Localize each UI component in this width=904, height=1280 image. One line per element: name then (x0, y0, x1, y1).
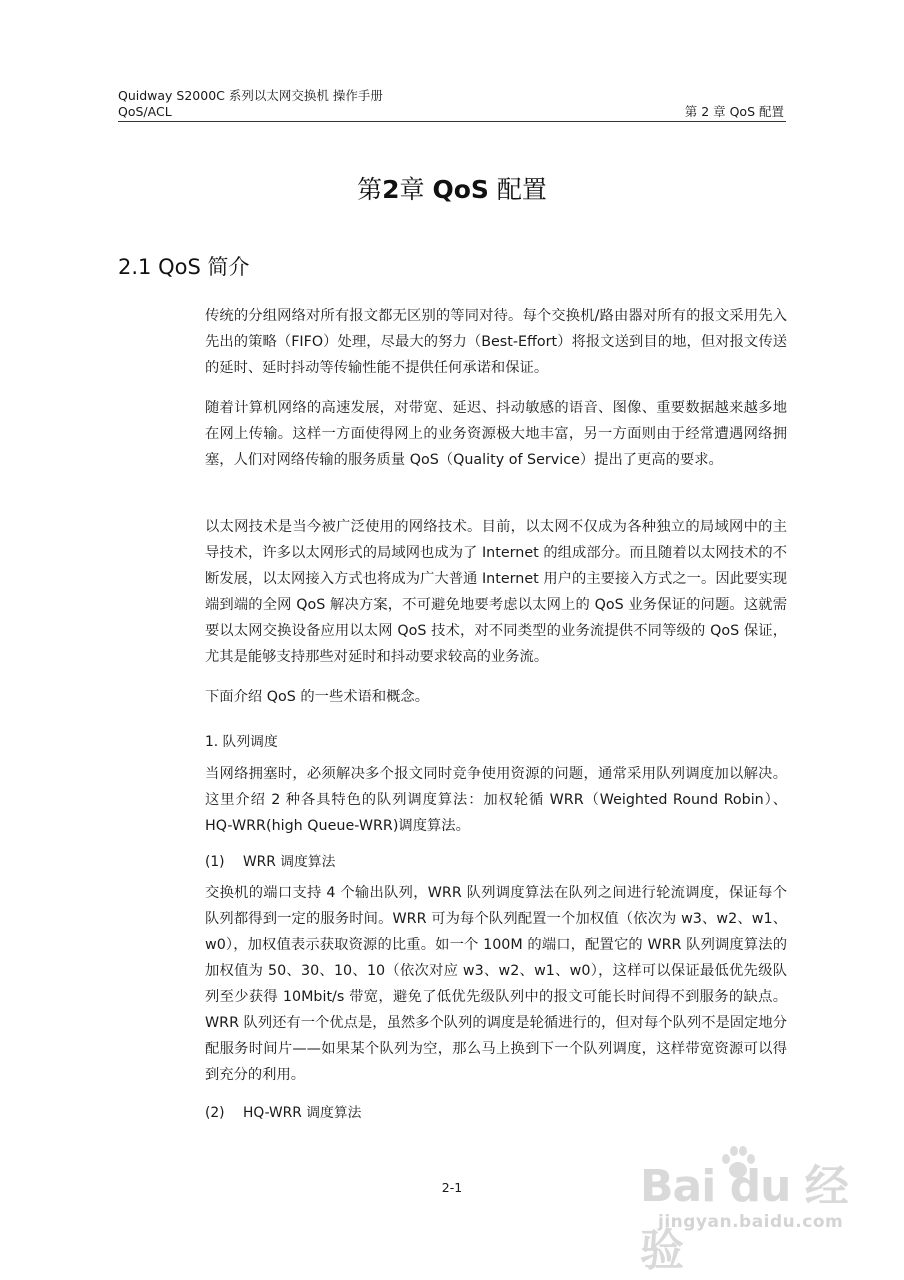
section-title: 2.1 QoS 简介 (118, 255, 250, 279)
item-number: (2) (205, 1105, 225, 1121)
paragraph-2: 随着计算机网络的高速发展，对带宽、延迟、抖动敏感的语音、图像、重要数据越来越多地在网上传输。这样一方面使得网上的业务资源极大地丰富，另一方面则由于经常遭遇网络拥塞，人们对网络传输的服务质量 QoS（Quality of Service）提出了更高的要求。 (205, 400, 787, 468)
page-header-left (118, 88, 383, 120)
item-title: HQ-WRR 调度算法 (243, 1105, 362, 1121)
chapter-reference: 第 2 章 QoS 配置 (684, 104, 784, 119)
paragraph-4: 下面介绍 QoS 的一些术语和概念。 (205, 689, 430, 705)
paragraph-5: 当网络拥塞时，必须解决多个报文同时竞争使用资源的问题，通常采用队列调度加以解决。这里介绍 2 种各具特色的队列调度算法：加权轮循 WRR（Weighted Round Robin）、HQ-WRR(high Queue-WRR)调度算法。 (205, 766, 787, 834)
watermark-url: jingyan.baidu.com (658, 1212, 844, 1232)
paragraph-3: 以太网技术是当今被广泛使用的网络技术。目前，以太网不仅成为各种独立的局域网中的主导技术，许多以太网形式的局域网也成为了 Internet 的组成部分。而且随着以太网技术的不断发展，以太网接入方式也将成为广大普通 Internet 用户的主要接入方式之一。因此要实现端到端的全网 QoS 解决方案，不可避免地要考虑以太网上的 QoS 业务保证的问题。这就需要以太网交换设备应用以太网 QoS 技术，对不同类型的业务流提供不同等级的 QoS 保证，尤其是能够支持那些对延时和抖动要求较高的业务流。 (205, 519, 787, 665)
paragraph-1: 传统的分组网络对所有报文都无区别的等同对待。每个交换机/路由器对所有的报文采用先入先出的策略（FIFO）处理，尽最大的努力（Best-Effort）将报文送到目的地，但对报文传送的延时、延时抖动等传输性能不提供任何承诺和保证。 (205, 308, 787, 376)
section-name: QoS/ACL (118, 104, 172, 119)
item-title: WRR 调度算法 (243, 854, 336, 870)
page-number: 2-1 (441, 1180, 463, 1195)
item-number: (1) (205, 854, 225, 870)
baidu-watermark (640, 1150, 860, 1276)
paragraph-6: 交换机的端口支持 4 个输出队列，WRR 队列调度算法在队列之间进行轮流调度，保证每个队列都得到一定的服务时间。WRR 可为每个队列配置一个加权值（依次为 w3、w2、w1、w0），加权值表示获取资源的比重。如一个 100M 的端口，配置它的 WRR 队列调度算法的加权值为 50、30、10、10（依次对应 w3、w2、w1、w0），这样可以保证最低优先级队列至少获得 10Mbit/s 带宽，避免了低优先级队列中的报文可能长时间得不到服务的缺点。WRR 队列还有一个优点是，虽然多个队列的调度是轮循进行的，但对每个队列不是固定地分配服务时间片——如果某个队列为空，那么马上换到下一个队列调度，这样带宽资源可以得到充分的利用。 (205, 885, 787, 1083)
watermark-brand: Bai du 经验 (640, 1161, 848, 1276)
chapter-title: 第2章 QoS 配置 (357, 175, 547, 204)
subheading-queue-scheduling: 1. 队列调度 (205, 734, 278, 750)
manual-title: Quidway S2000C 系列以太网交换机 操作手册 (118, 88, 383, 103)
subheading-wrr (205, 849, 787, 875)
header-divider (118, 121, 786, 122)
subheading-hq-wrr (205, 1100, 787, 1126)
